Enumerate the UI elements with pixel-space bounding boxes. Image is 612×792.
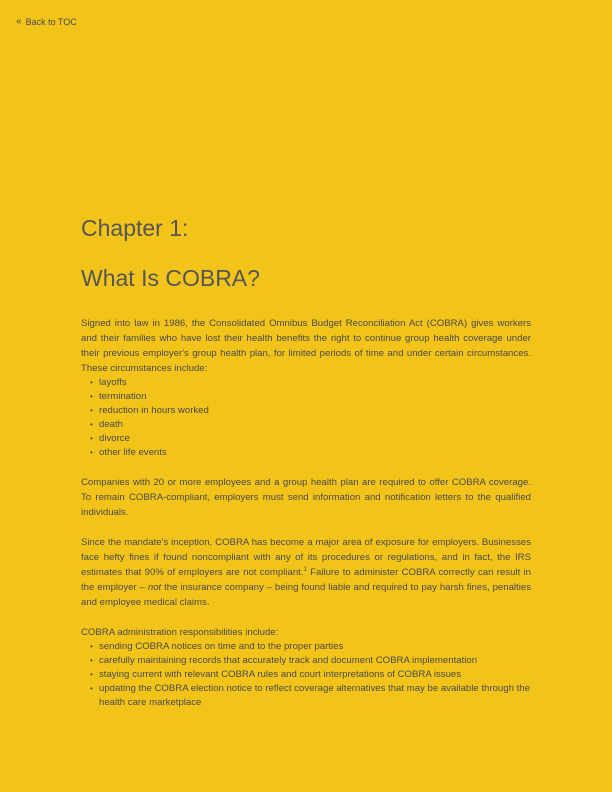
circumstances-list: [81, 376, 531, 460]
requirements-paragraph: Companies with 20 or more employees and a group health plan are required to offer COBRA coverage. To remain COBRA-compliant, employers must send information and notification letters to the qualified individuals.: [81, 477, 531, 518]
responsibilities-heading: COBRA administration responsibilities include:: [81, 627, 279, 638]
list-item: • reduction in hours worked: [99, 404, 531, 418]
list-item: • sending COBRA notices on time and to the proper parties: [99, 640, 531, 654]
chapter-content: [81, 214, 531, 710]
list-item: • layoffs: [99, 376, 531, 390]
exposure-paragraph: Since the mandate's inception, COBRA has become a major area of exposure for employers. Businesses face hefty fines if found noncompliant with any of its procedures or regulations, and in fact, the IRS estimates that 90% of employers are not compliant.$^1$ Failure to administer COBRA correctly can result in the employer – not the insurance company – being found liable and required to pay harsh fines, penalties and employee medical claims.: [81, 537, 531, 608]
list-item: • other life events: [99, 446, 531, 460]
list-item: • staying current with relevant COBRA rules and court interpretations of COBRA issues: [99, 668, 531, 682]
double-chevron-left-icon: «: [16, 16, 22, 27]
list-item: • death: [99, 418, 531, 432]
chapter-title: What Is COBRA?: [81, 265, 260, 291]
list-item: • carefully maintaining records that accurately track and document COBRA implementation: [99, 654, 531, 668]
back-to-toc-label: Back to TOC: [25, 16, 77, 27]
intro-paragraph: Signed into law in 1986, the Consolidated Omnibus Budget Reconciliation Act (COBRA) gives workers and their families who have lost their health benefits the right to continue group health coverage under their previous employer's group health plan, for limited periods of time and under certain circumstances. These circumstances include:: [81, 318, 531, 374]
footnote-marker: 1: [303, 566, 307, 573]
back-to-toc-link[interactable]: [16, 16, 77, 27]
list-item: • divorce: [99, 432, 531, 446]
list-item: • updating the COBRA election notice to reflect coverage alternatives that may be available through the health care marketplace: [99, 682, 531, 710]
responsibilities-list: [81, 640, 531, 710]
list-item: • termination: [99, 390, 531, 404]
chapter-number: Chapter 1:: [81, 215, 189, 241]
